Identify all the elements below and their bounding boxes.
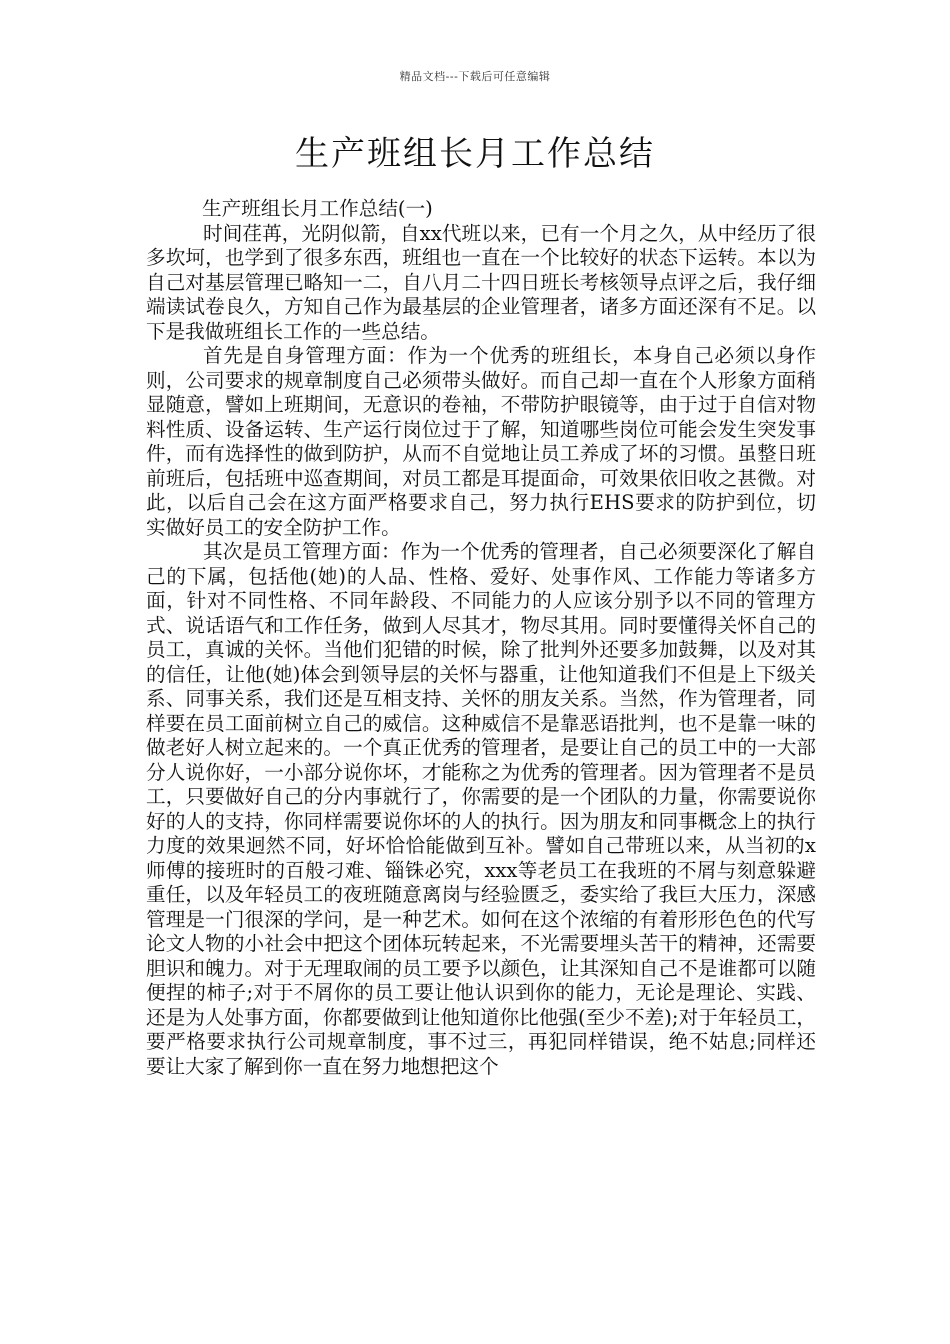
header-note: 精品文档---下载后可任意编辑 (399, 70, 551, 83)
section-subtitle: 生产班组长月工作总结(一) (202, 197, 433, 220)
document-title: 生产班组长月工作总结 (295, 134, 655, 174)
document-body (146, 197, 816, 1079)
paragraph-staff-management: 其次是员工管理方面：作为一个优秀的管理者，自己必须要深化了解自己的下属，包括他(她)的人品、性格、爱好、处事作风、工作能力等诸多方面，针对不同性格、不同年龄段、不同能力的人应该分别予以不同的管理方式、说话语气和工作任务，做到人尽其才，物尽其用。同时要懂得关怀自己的员工，真诚的关怀。当他们犯错的时候，除了批判外还要多加鼓舞，以及对其的信任，让他(她)体会到领导层的关怀与器重，让他知道我们不但是上下级关系、同事关系，我们还是互相支持、关怀的朋友关系。当然，作为管理者，同样要在员工面前树立自己的威信。这种威信不是靠恶语批判，也不是靠一味的做老好人树立起来的。一个真正优秀的管理者，是要让自己的员工中的一大部分人说你好，一小部分说你坏，才能称之为优秀的管理者。因为管理者不是员工，只要做好自己的分内事就行了，你需要的是一个团队的力量，你需要说你好的人的支持，你同样需要说你坏的人的执行。因为朋友和同事概念上的执行力度的效果迥然不同，好坏恰恰能做到互补。譬如自己带班以来，从当初的x师傅的接班时的百般刁难、锱铢必究，xxx等老员工在我班的不屑与刻意躲避重任，以及年轻员工的夜班随意离岗与经验匮乏，委实给了我巨大压力，深感管理是一门很深的学问，是一种艺术。如何在这个浓缩的有着形形色色的代写论文人物的小社会中把这个团体玩转起来，不光需要埋头苦干的精神，还需要胆识和魄力。对于无理取闹的员工要予以颜色，让其深知自己不是谁都可以随便捏的柿子;对于不屑你的员工要让他认识到你的能力，无论是理论、实践、还是为人处事方面，你都要做到让他知道你比他强(至少不差);对于年轻员工，要严格要求执行公司规章制度，事不过三，再犯同样错误，绝不姑息;同样还要让大家了解到你一直在努力地想把这个 (146, 540, 816, 1078)
paragraph-intro: 时间荏苒，光阴似箭，自xx代班以来，已有一个月之久，从中经历了很多坎坷，也学到了很多东西，班组也一直在一个比较好的状态下运转。本以为自己对基层管理已略知一二，自八月二十四日班长考核领导点评之后，我仔细端读试卷良久，方知自己作为最基层的企业管理者，诸多方面还深有不足。以下是我做班组长工作的一些总结。 (146, 221, 816, 343)
paragraph-self-management: 首先是自身管理方面：作为一个优秀的班组长，本身自己必须以身作则，公司要求的规章制度自己必须带头做好。而自己却一直在个人形象方面稍显随意，譬如上班期间，无意识的卷袖，不带防护眼镜等，由于过于自信对物料性质、设备运转、生产运行岗位过于了解，知道哪些岗位可能会发生突发事件，而有选择性的做到防护，从而不自觉地让员工养成了坏的习惯。虽整日班前班后，包括班中巡查期间，对员工都是耳提面命，可效果依旧收之甚微。对此，以后自己会在这方面严格要求自己，努力执行EHS要求的防护到位，切实做好员工的安全防护工作。 (146, 344, 816, 539)
